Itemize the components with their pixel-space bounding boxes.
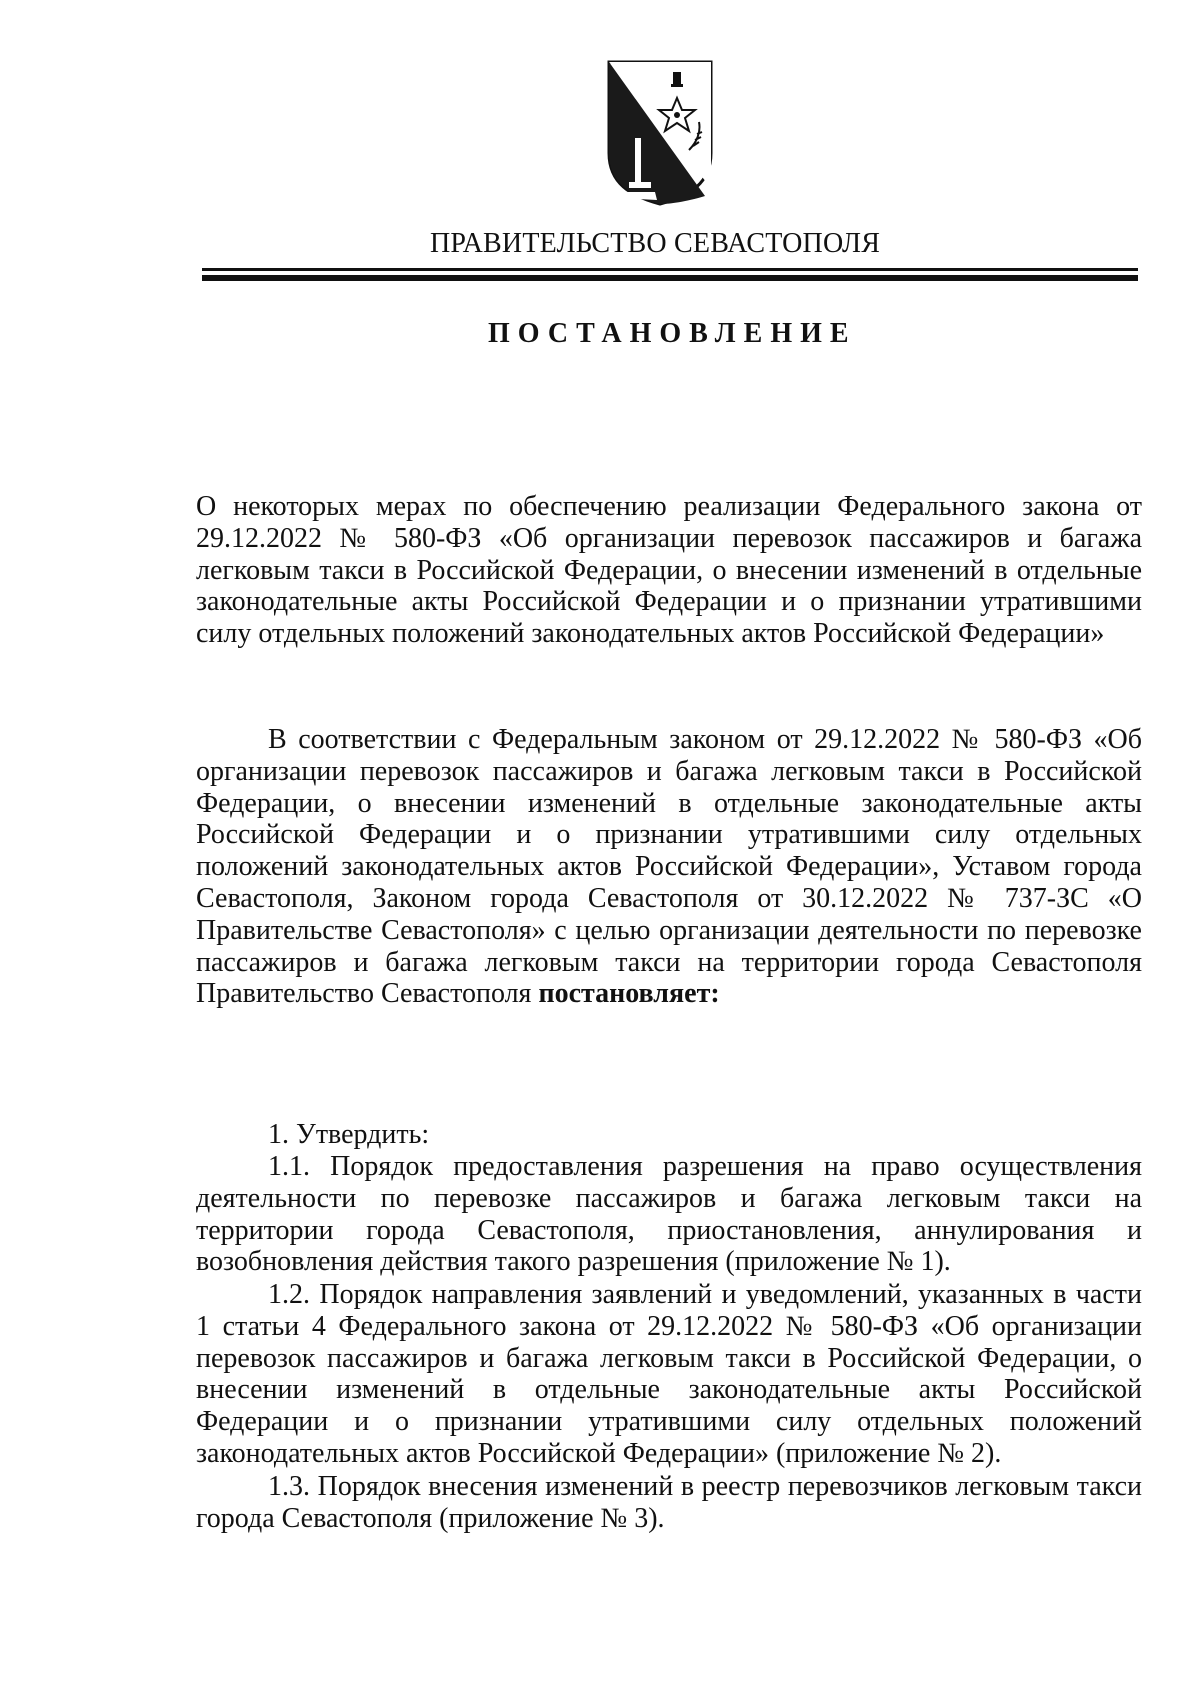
item-1: 1. Утвердить: bbox=[268, 1119, 430, 1150]
header-divider-thick bbox=[202, 275, 1138, 281]
organization-title: ПРАВИТЕЛЬСТВО СЕВАСТОПОЛЯ bbox=[430, 228, 881, 259]
coat-of-arms-icon bbox=[605, 58, 715, 208]
item-1-2: 1.2. Порядок направления заявлений и уведомлений, указанных в части 1 статьи 4 Федерального закона от 29.12.2022 № 580-ФЗ «Об организации перевозок пассажиров и багажа легковым такси в Российской Федерации, о внесении изменений в отдельные законодательные акты Российской Федерации и о признании утратившими силу отдельных положений законодательных актов Российской Федерации» (приложение № 2). bbox=[196, 1279, 1142, 1469]
item-1-1: 1.1. Порядок предоставления разрешения на право осуществления деятельности по перевозке пассажиров и багажа легковым такси на территории города Севастополя, приостановления, аннулирования и возобновления действия такого разрешения (приложение № 1). bbox=[196, 1151, 1142, 1278]
document-type-heading: ПОСТАНОВЛЕНИЕ bbox=[488, 318, 857, 349]
resolution-word: постановляет: bbox=[538, 978, 720, 1010]
item-1-3: 1.3. Порядок внесения изменений в реестр перевозчиков легковым такси города Севастополя (приложение № 3). bbox=[196, 1471, 1142, 1534]
preamble-paragraph bbox=[196, 724, 1142, 1010]
header-divider-thin bbox=[202, 268, 1138, 271]
document-title: О некоторых мерах по обеспечению реализации Федерального закона от 29.12.2022 № 580-ФЗ «Об организации перевозок пассажиров и багажа легковым такси в Российской Федерации, о внесении изменений в отдельные законодательные акты Российской Федерации и о признании утратившими силу отдельных положений законодательных актов Российской Федерации» bbox=[196, 491, 1142, 650]
preamble-text: В соответствии с Федеральным законом от 29.12.2022 № 580-ФЗ «Об организации перевозок пассажиров и багажа легковым такси в Российской Федерации, о внесении изменений в отдельные законодательные акты Российской Федерации и о признании утратившими силу отдельных положений законодательных актов Российской Федерации», Уставом города Севастополя, Законом города Севастополя от 30.12.2022 № 737-ЗС «О Правительстве Севастополя» с целью организации деятельности по перевозке пассажиров и багажа легковым такси на территории города Севастополя Правительство Севастополя bbox=[196, 724, 1142, 1010]
